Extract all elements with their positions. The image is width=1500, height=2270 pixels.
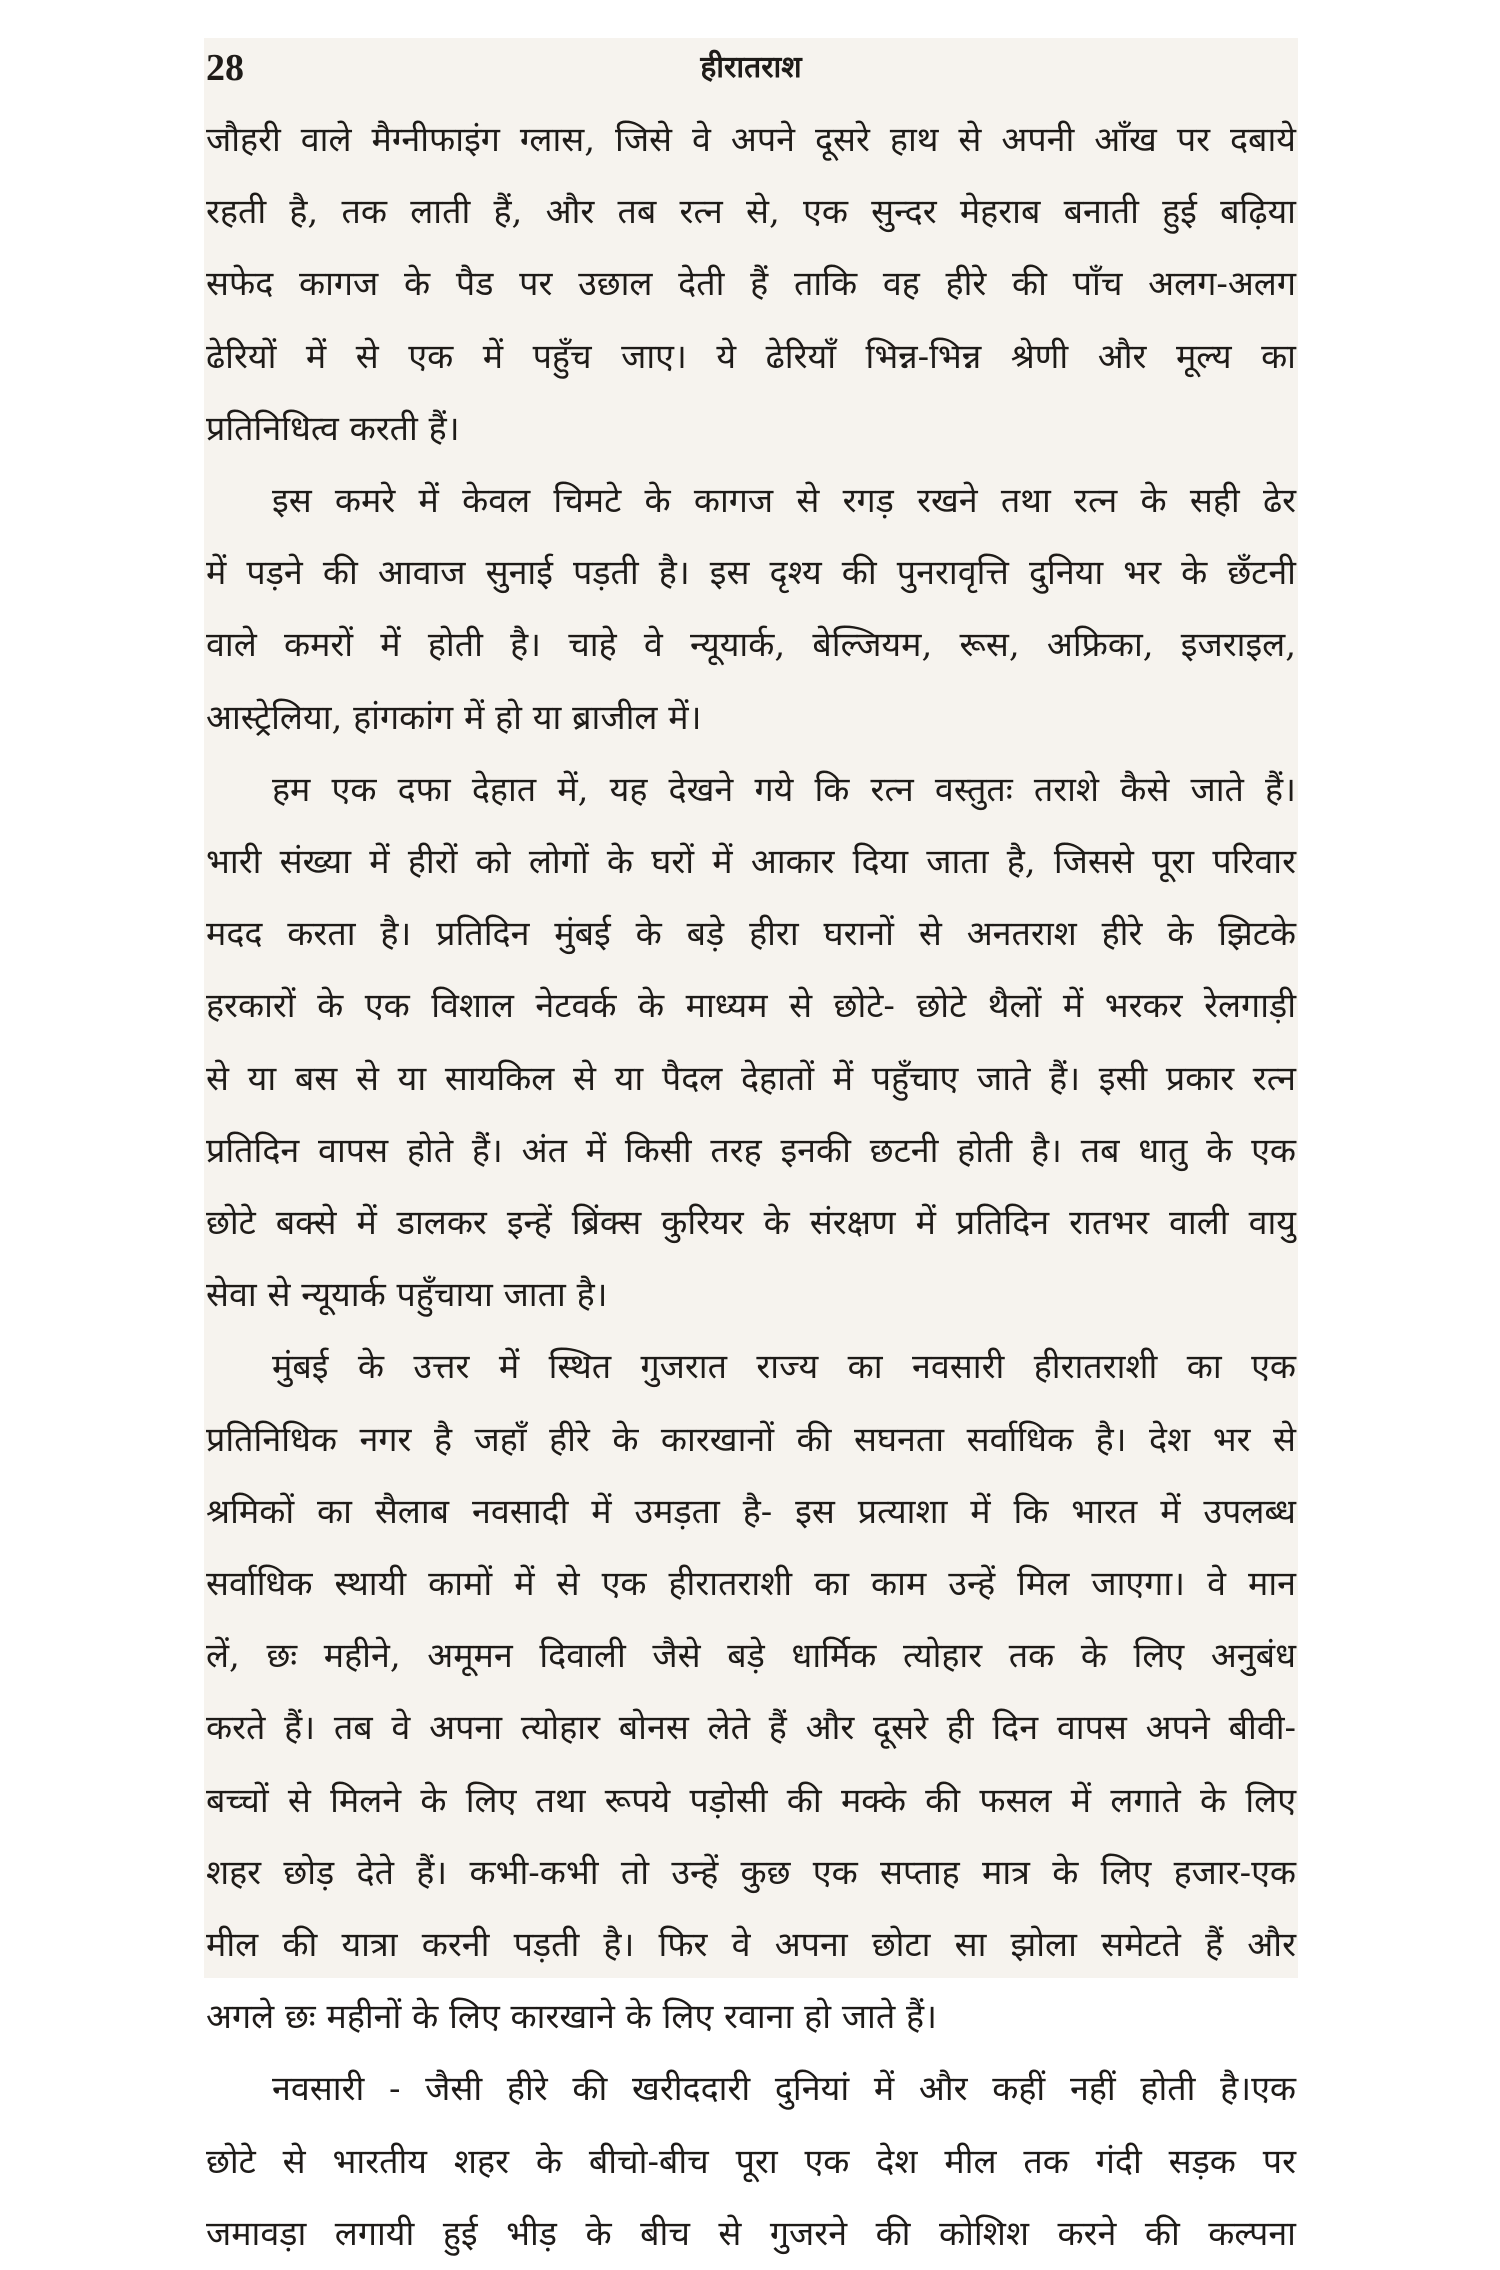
book-page [204,38,1298,2254]
text-line: मुंबई के उत्तर में स्थित गुजरात राज्य का नवसारी हीरातराशी का एक [272,1347,1296,1388]
text-line: सेवा से न्यूयार्क पहुँचाया जाता है। [206,1275,608,1316]
text-line: आस्ट्रेलिया, हांगकांग में हो या ब्राजील में। [206,697,702,738]
body-text [206,104,1296,2270]
text-line: शहर छोड़ देते हैं। कभी-कभी तो उन्हें कुछ एक सप्ताह मात्र के लिए हजार-एक [206,1852,1296,1893]
text-line: में पड़ने की आवाज सुनाई पड़ती है। इस दृश्य की पुनरावृत्ति दुनिया भर के छँटनी [206,553,1296,594]
text-line: भारी संख्या में हीरों को लोगों के घरों में आकार दिया जाता है, जिससे पूरा परिवार [206,842,1296,883]
page-number: 28 [206,47,244,89]
page-header [204,38,1298,98]
text-line: लें, छः महीने, अमूमन दिवाली जैसे बड़े धार्मिक त्योहार तक के लिए अनुबंध [206,1636,1296,1677]
text-line: जमावड़ा लगायी हुई भीड़ के बीच से गुजरने की कोशिश करने की कल्पना [206,2213,1296,2254]
text-line: छोटे से भारतीय शहर के बीचो-बीच पूरा एक देश मील तक गंदी सड़क पर [206,2141,1296,2182]
text-line: अगले छः महीनों के लिए कारखाने के लिए रवाना हो जाते हैं। [206,1997,937,2038]
text-line: ढेरियों में से एक में पहुँच जाए। ये ढेरियाँ भिन्न-भिन्न श्रेणी और मूल्य का [206,336,1296,377]
text-line: मील की यात्रा करनी पड़ती है। फिर वे अपना छोटा सा झोला समेटते हैं और [206,1925,1296,1966]
text-line: बच्चों से मिलने के लिए तथा रूपये पड़ोसी की मक्के की फसल में लगाते के लिए [206,1780,1296,1821]
text-line: प्रतिनिधित्व करती हैं। [206,408,460,449]
text-line: इस कमरे में केवल चिमटे के कागज से रगड़ रखने तथा रत्न के सही ढेर [272,481,1296,522]
text-line: सर्वाधिक स्थायी कामों में से एक हीरातराशी का काम उन्हें मिल जाएगा। वे मान [206,1564,1296,1605]
text-line: हम एक दफा देहात में, यह देखने गये कि रत्न वस्तुतः तराशे कैसे जाते हैं। [272,769,1296,810]
text-line: प्रतिनिधिक नगर है जहाँ हीरे के कारखानों की सघनता सर्वाधिक है। देश भर से [206,1419,1296,1460]
text-line: सफेद कागज के पैड पर उछाल देती हैं ताकि वह हीरे की पाँच अलग-अलग [206,264,1296,305]
text-line: प्रतिदिन वापस होते हैं। अंत में किसी तरह इनकी छटनी होती है। तब धातु के एक [206,1130,1296,1171]
text-line: नवसारी - जैसी हीरे की खरीददारी दुनियां में और कहीं नहीं होती है।एक [272,2069,1296,2110]
text-line: मदद करता है। प्रतिदिन मुंबई के बड़े हीरा घरानों से अनतराश हीरे के झिटके [206,914,1296,955]
text-line: रहती है, तक लाती हैं, और तब रत्न से, एक सुन्दर मेहराब बनाती हुई बढ़िया [206,192,1296,233]
text-line: हरकारों के एक विशाल नेटवर्क के माध्यम से छोटे- छोटे थैलों में भरकर रेलगाड़ी [206,986,1296,1027]
text-line: छोटे बक्से में डालकर इन्हें ब्रिंक्स कुरियर के संरक्षण में प्रतिदिन रातभर वाली वायु [206,1203,1296,1244]
text-line: श्रमिकों का सैलाब नवसादी में उमड़ता है- इस प्रत्याशा में कि भारत में उपलब्ध [206,1491,1296,1532]
text-line: जौहरी वाले मैग्नीफाइंग ग्लास, जिसे वे अपने दूसरे हाथ से अपनी आँख पर दबाये [206,120,1296,160]
text-line: करते हैं। तब वे अपना त्योहार बोनस लेते हैं और दूसरे ही दिन वापस अपने बीवी- [206,1708,1296,1749]
running-title: हीरातराश [700,50,802,85]
text-line: वाले कमरों में होती है। चाहे वे न्यूयार्क, बेल्जियम, रूस, अफ्रिका, इजराइल, [206,625,1296,666]
text-line: से या बस से या सायकिल से या पैदल देहातों में पहुँचाए जाते हैं। इसी प्रकार रत्न [206,1058,1296,1099]
